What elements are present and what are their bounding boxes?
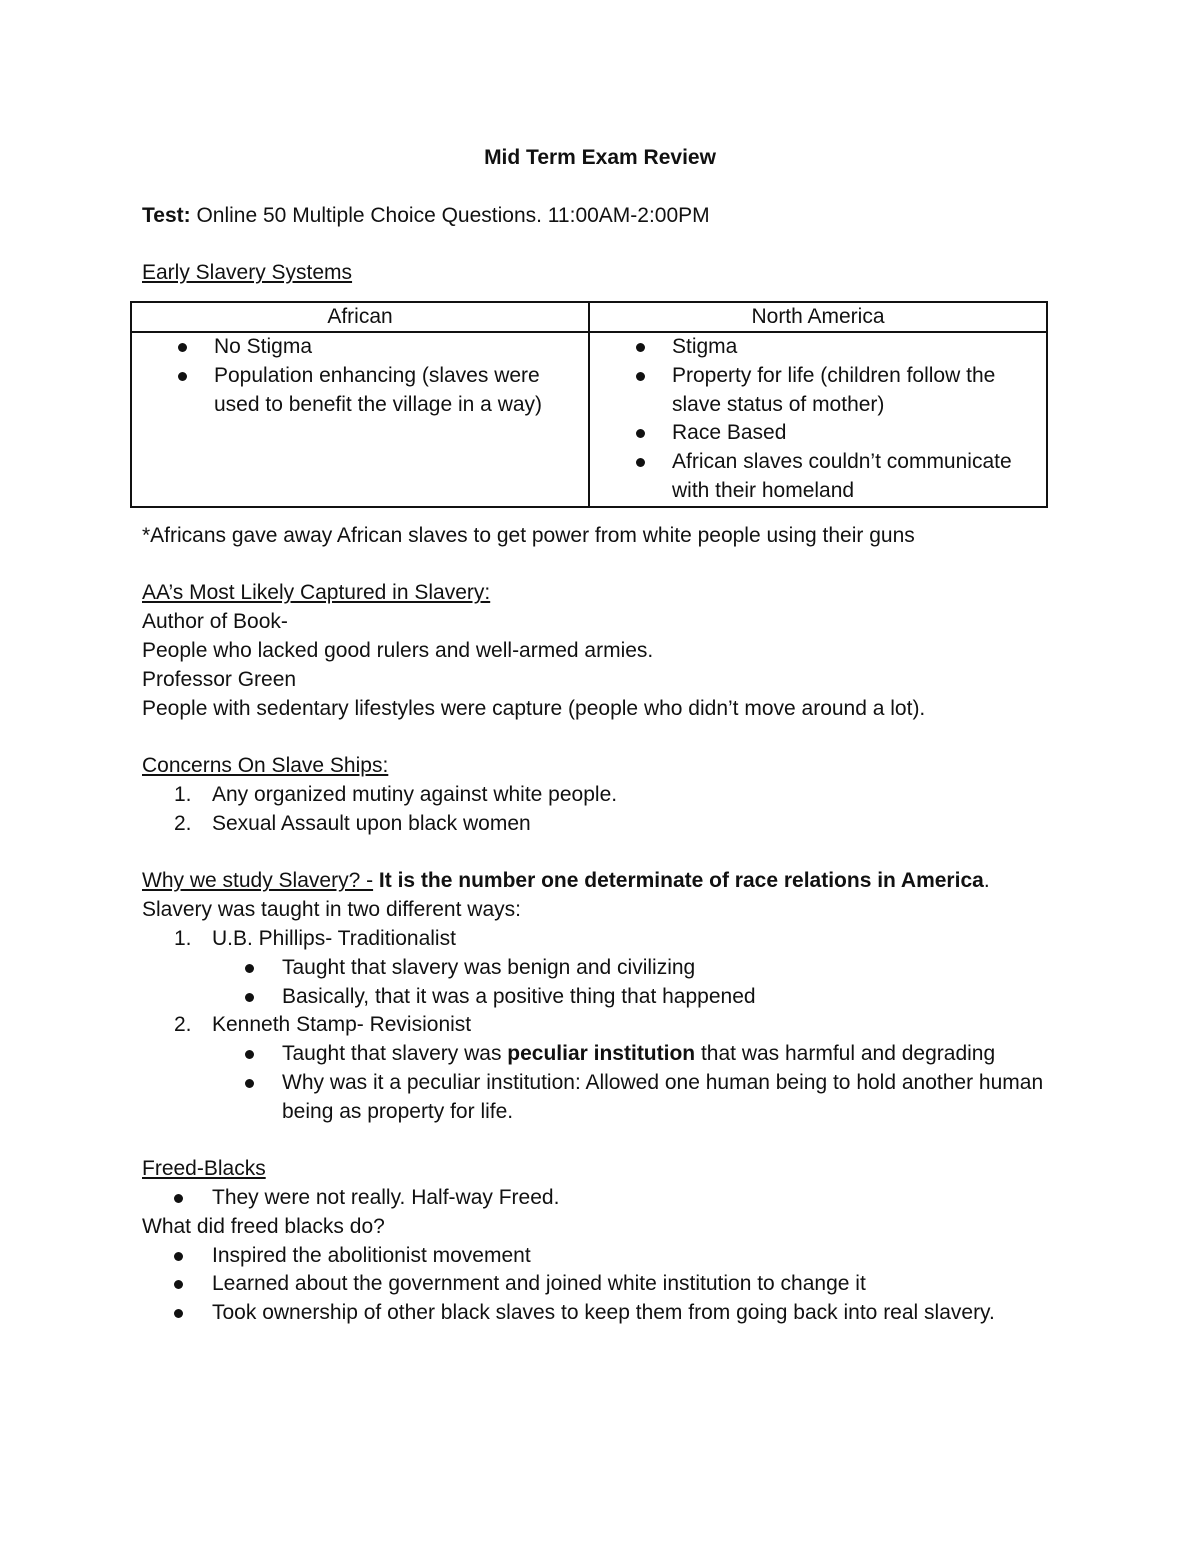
point-bold: peculiar institution [507, 1042, 696, 1066]
captured-line: Professor Green [142, 667, 297, 691]
point-text: Taught that slavery was [282, 1042, 508, 1066]
list-item: Property for life (children follow the slave status of mother) [590, 362, 1046, 420]
spacer [142, 1127, 1062, 1156]
list-text: Any organized mutiny against white people. [212, 782, 618, 806]
list-item: Race Based [590, 419, 1046, 448]
spacer [142, 230, 1062, 259]
early-slavery-heading: Early Slavery Systems [142, 261, 353, 285]
list-item: Inspired the abolitionist movement [142, 1242, 1062, 1271]
list-number: 1. [174, 782, 192, 806]
table-header-african: African [131, 302, 589, 332]
list-item [142, 1040, 1062, 1069]
why-bold-text: It is the number one determinate of race relations in America [373, 869, 984, 893]
list-item: Stigma [590, 333, 1046, 362]
african-cell [131, 332, 589, 507]
test-label: Test: [142, 203, 191, 227]
list-item [142, 1011, 1062, 1040]
test-line [142, 202, 1062, 231]
freed-question: What did freed blacks do? [142, 1214, 385, 1238]
table-header-north-america: North America [589, 302, 1047, 332]
list-item: No Stigma [132, 333, 588, 362]
list-item [142, 810, 1062, 839]
captured-line: People who lacked good rulers and well-armed armies. [142, 638, 654, 662]
ships-heading: Concerns On Slave Ships: [142, 754, 389, 778]
stamp-points [142, 1040, 1062, 1126]
north-america-cell [589, 332, 1047, 507]
spacer [142, 723, 1062, 752]
north-america-list [590, 333, 1046, 506]
point-text: that was harmful and degrading [695, 1042, 996, 1066]
list-item: African slaves couldn’t communicate with their homeland [590, 448, 1046, 506]
captured-line: People with sedentary lifestyles were capture (people who didn’t move around a lot). [142, 696, 926, 720]
views-list-2 [142, 1011, 1062, 1040]
views-list [142, 925, 1062, 954]
freed-list [142, 1242, 1062, 1328]
spacer [142, 173, 1062, 202]
list-item: Taught that slavery was benign and civilizing [142, 954, 1062, 983]
list-item: Took ownership of other black slaves to keep them from going back into real slavery. [142, 1299, 1062, 1328]
table-row [131, 332, 1047, 507]
african-list [132, 333, 588, 419]
list-item: Population enhancing (slaves were used to benefit the village in a way) [132, 362, 588, 420]
spacer [142, 839, 1062, 868]
why-paragraph [142, 867, 1062, 925]
page-title: Mid Term Exam Review [484, 146, 716, 169]
ships-list [142, 781, 1062, 839]
list-number: 1. [174, 926, 192, 950]
captured-line: Author of Book- [142, 610, 288, 634]
list-item: They were not really. Half-way Freed. [142, 1184, 1062, 1213]
comparison-table [130, 301, 1048, 508]
list-number: 2. [174, 811, 192, 835]
africans-note: *Africans gave away African slaves to get power from white people using their guns [142, 523, 915, 547]
why-heading: Why we study Slavery? - [142, 869, 374, 893]
table-header-row [131, 302, 1047, 332]
freed-heading: Freed-Blacks [142, 1157, 266, 1181]
list-text: Sexual Assault upon black women [212, 811, 531, 835]
list-number: 2. [174, 1013, 192, 1037]
spacer [142, 551, 1062, 580]
list-item: Learned about the government and joined white institution to change it [142, 1270, 1062, 1299]
list-item [142, 925, 1062, 954]
list-item: Why was it a peculiar institution: Allowed one human being to hold another human being as property for life. [142, 1069, 1062, 1127]
test-text: Online 50 Multiple Choice Questions. 11:00AM-2:00PM [190, 203, 710, 227]
freed-point-list [142, 1184, 1062, 1213]
phillips-points [142, 954, 1062, 1012]
why-rest: . Slavery was taught in two different ways: [142, 869, 990, 922]
view-name: Kenneth Stamp- Revisionist [212, 1013, 472, 1037]
view-name: U.B. Phillips- Traditionalist [212, 926, 456, 950]
document-page [142, 140, 1062, 1328]
list-item: Basically, that it was a positive thing that happened [142, 983, 1062, 1012]
list-item [142, 781, 1062, 810]
captured-heading: AA’s Most Likely Captured in Slavery: [142, 581, 491, 605]
